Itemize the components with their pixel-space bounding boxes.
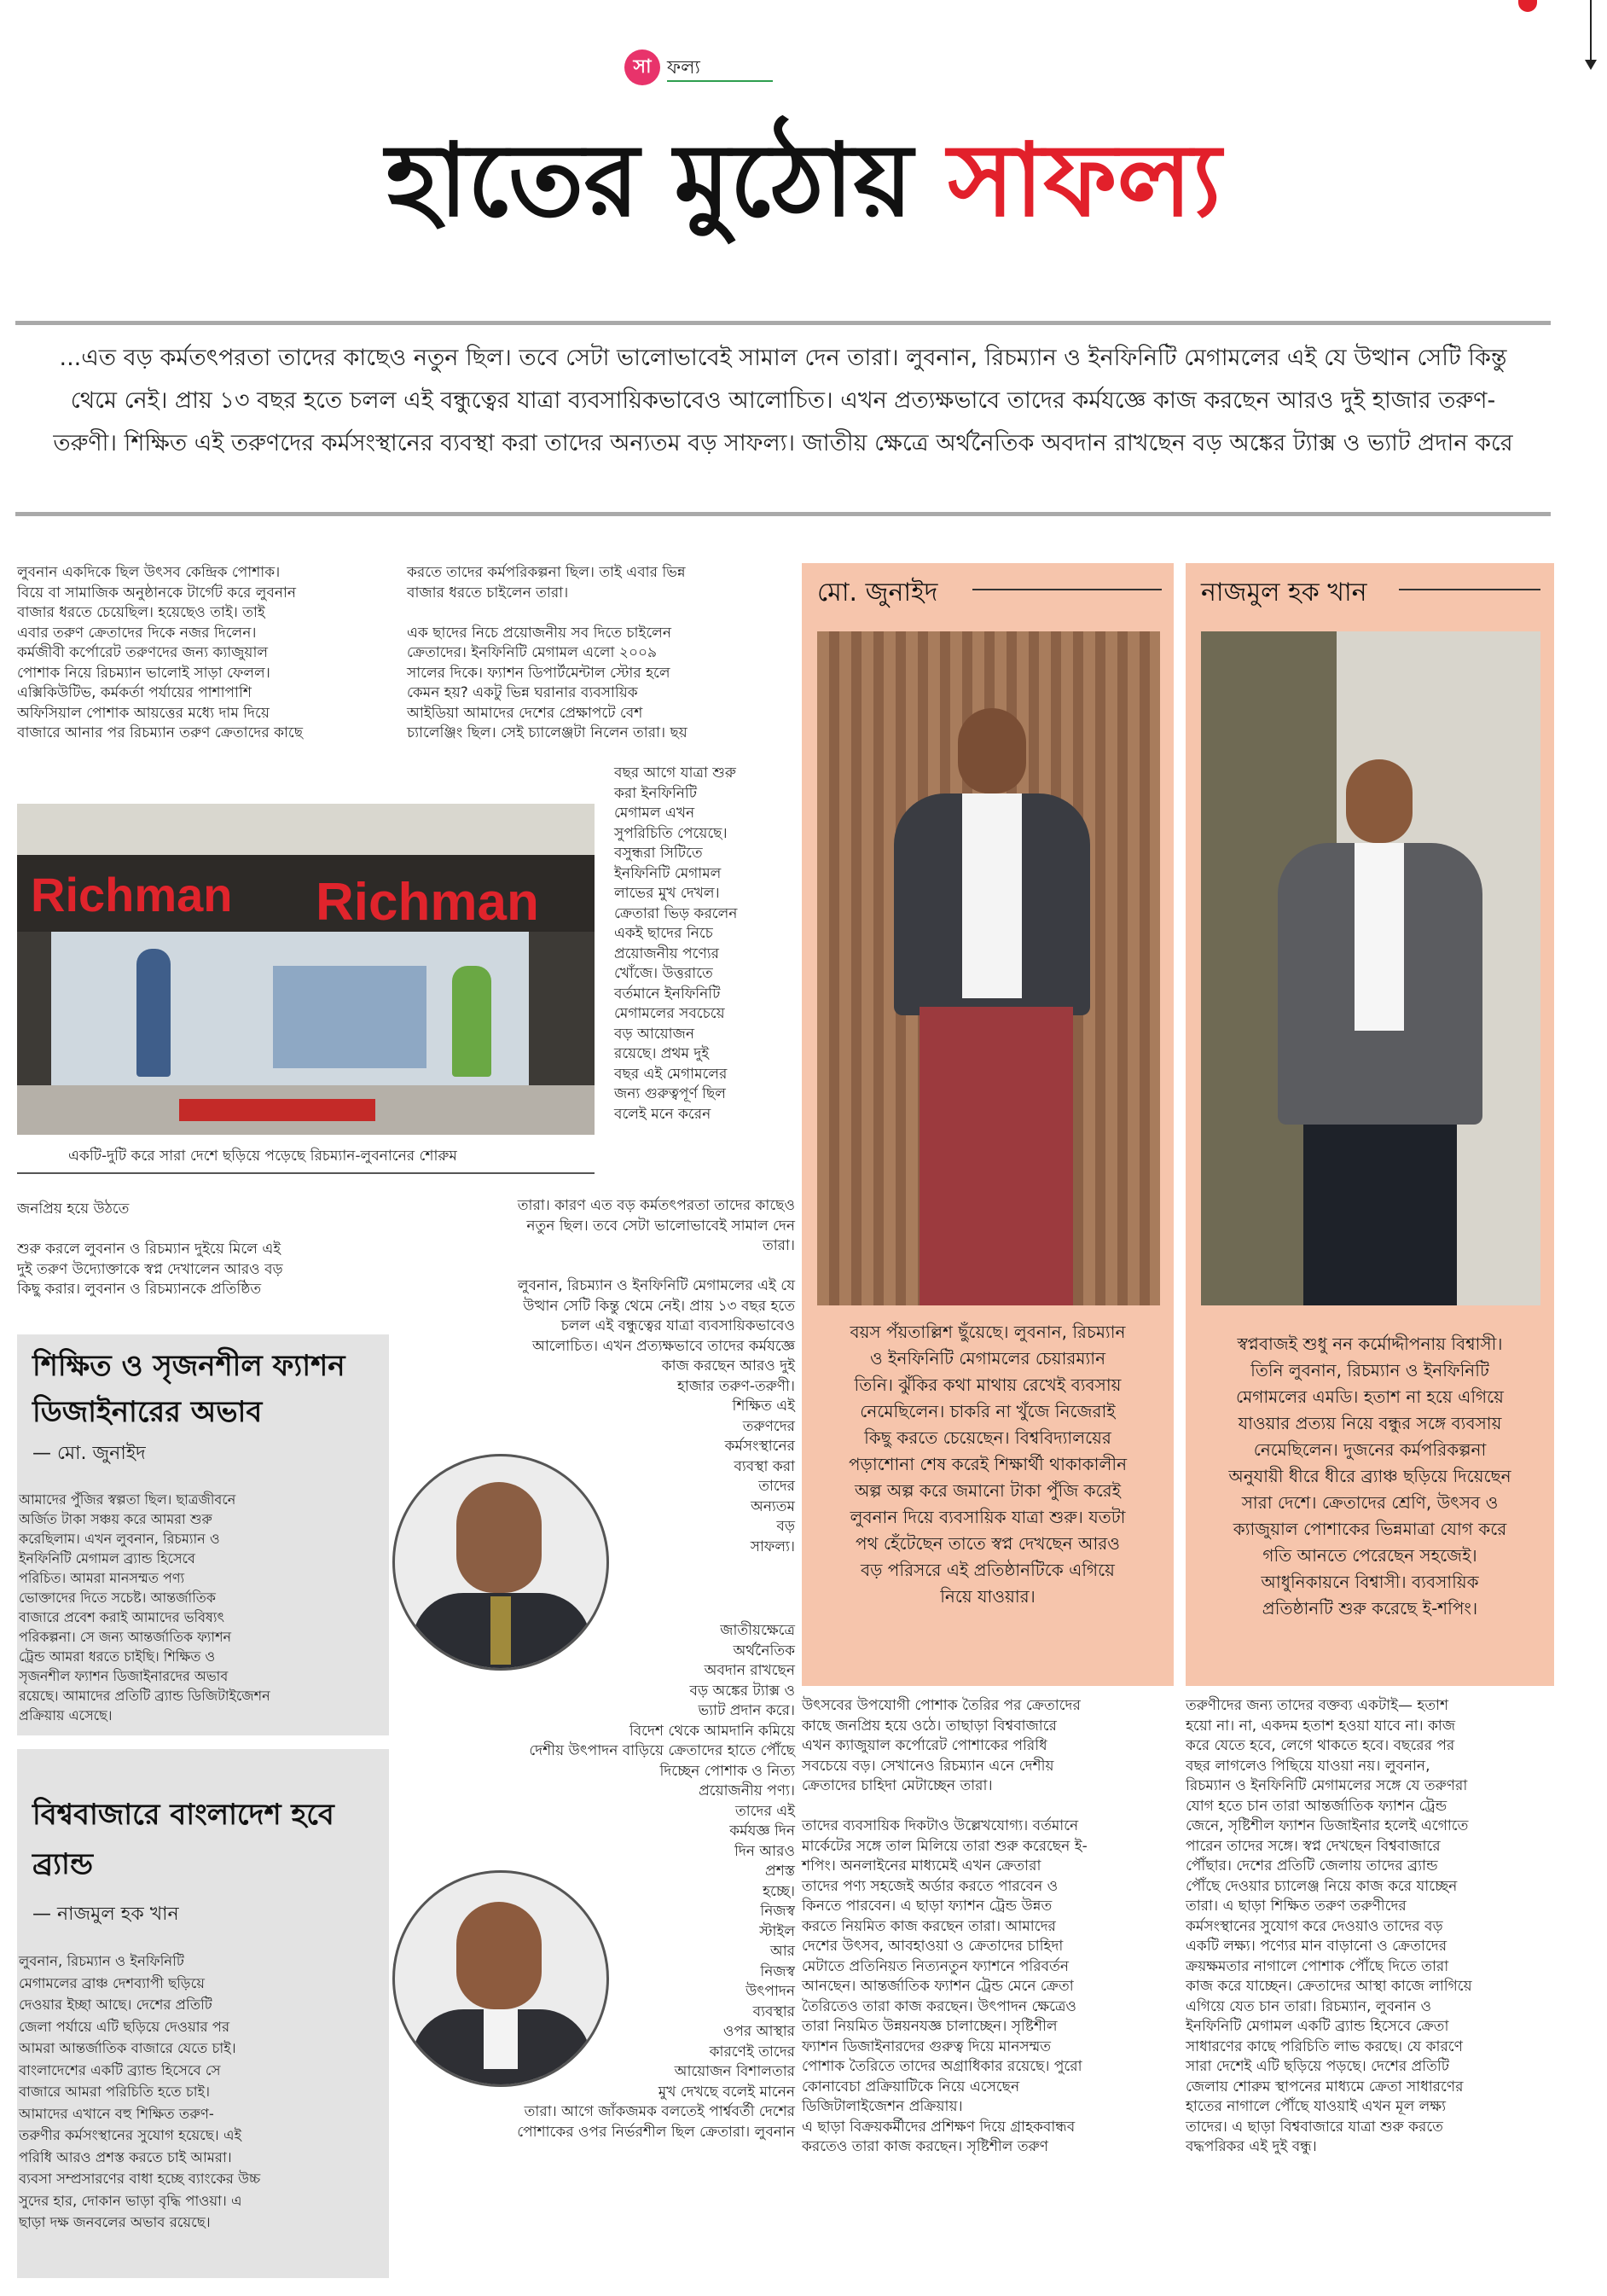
store-sign-left: Richman (31, 868, 233, 921)
portrait-1-tie (490, 1596, 511, 1665)
section-badge: সা (624, 49, 660, 85)
section-underline (667, 80, 773, 82)
profile-1-caption: বয়স পঁয়তাল্লিশ ছুঁয়েছে। লুবনান, রিচম্যান ও ইনফিনিটি মেগামলের চেয়ারম্যান তিনি। ঝুঁকির কথা মাথায় রেখেই ব্যবসায় নেমেছিলেন। চাকরি না খুঁজে নিজেরাই কিছু করতে চেয়েছেন। বিশ্ববিদ্যালয়ের পড়াশোনা শেষ করেই শিক্ষার্থী থাকাকালীন অল্প অল্প করে জমানো টাকা পুঁজি করেই লুবনান দিয়ে ব্যবসায়িক যাত্রা শুরু। যতটা পথ হেঁটেছেন তাতে স্বপ্ন দেখছেন আরও বড় পরিসরে এই প্রতিষ্ঠানটিকে এগিয়ে নিয়ে যাওয়ার। (848, 1322, 1128, 1607)
headline-part2: সাফল্য (948, 120, 1221, 239)
profile-2-photo (1201, 631, 1540, 1305)
col1-mid-text: জনপ্রিয় হয়ে উঠতে শুরু করলে লুবনান ও রিচম্যান দুইয়ে মিলে এই দুই তরুণ উদ্যোক্তাকে স্বপ্ন দেখালেন আরও বড় কিছু করার। লুবনান ও রিচম্যানকে প্রতিষ্ঠিত (17, 1200, 283, 1298)
col3-bottom-text: উৎসবের উপযোগী পোশাক তৈরির পর ক্রেতাদের কাছে জনপ্রিয় হয়ে ওঠে। তাছাড়া বিশ্ববাজারে এখন ক্যাজুয়াল কর্পোরেট পোশাকের পরিধি সবচেয়ে বড়। সেখানেও রিচম্যান এনে দেশীয় ক্রেতাদের চাহিদা মেটাচ্ছেন তারা। তাদের ব্যবসায়িক দিকটাও উল্লেখযোগ্য। বর্তমানে মার্কেটের সঙ্গে তাল মিলিয়ে তারা শুরু করেছেন ই- শপিং। অনলাইনের মাধ্যমেই এখন ক্রেতারা তাদের পণ্য সহজেই অর্ডার করতে পারবেন ও কিনতে পারবেন। এ ছাড়া ফ্যাশন ট্রেন্ড উন্নত করতে নিয়মিত কাজ করছেন তারা। আমাদের দেশের উৎসব, আবহাওয়া ও ক্রেতাদের চাহিদা মেটাতে প্রতিনিয়ত নিত্যনতুন ফ্যাশনে পরিবর্তন আনছেন। আন্তর্জাতিক ফ্যাশন ট্রেন্ড মেনে ক্রেতা তৈরিতেও তারা কাজ করছেন। উৎপাদন ক্ষেত্রেও তারা নিয়মিত উন্নয়নযজ্ঞ চালাচ্ছেন। সৃষ্টিশীল ফ্যাশন ডিজাইনারদের গুরুত্ব দিয়ে মানসম্মত পোশাক তৈরিতে তাদের অগ্রাধিকার রয়েছে। পুরো কোনাবেচা প্রক্রিয়াটিকে নিয়ে এসেছেন ডিজিটালাইজেশন প্রক্রিয়ায়। এ ছাড়া বিক্রয়কর্মীদের প্রশিক্ষণ দিয়ে গ্রাহকবান্ধব করতেও তারা কাজ করছেন। সৃষ্টিশীল তরুণ (802, 1697, 1088, 2155)
col2-narrow-text: বছর আগে যাত্রা শুরু করা ইনফিনিটি মেগামল এখন সুপরিচিতি পেয়েছে। বসুন্ধরা সিটিতে ইনফিনিটি মেগামল লাভের মুখ দেখল। ক্রেতারা ভিড় করলেন একই ছাদের নিচে প্রয়োজনীয় পণ্যের খোঁজে। উত্তরাতে বর্তমানে ইনফিনিটি মেগামলের সবচেয়ে বড় আয়োজন রয়েছে। প্রথম দুই বছর এই মেগামলের জন্য গুরুত্বপূর্ণ ছিল বলেই মনে করেন (614, 764, 738, 1123)
headline-part1: হাতের মুঠোয় (386, 120, 914, 239)
top-right-marker (1518, 0, 1537, 12)
intro-text: ...এত বড় কর্মতৎপরতা তাদের কাছেও নতুন ছিল। তবে সেটা ভালোভাবেই সামাল দেন তারা। লুবনান, রিচম্যান ও ইনফিনিটি মেগামলের এই যে উত্থান সেটি কিন্তু থেমে নেই। প্রায় ১৩ বছর হতে চলল এই বন্ধুত্বের যাত্রা ব্যবসায়িকভাবেও আলোচিত। এখন প্রত্যক্ষভাবে তাদের কর্মযজ্ঞে কাজ করছেন আরও দুই হাজার তরুণ-তরুণী। শিক্ষিত এই তরুণদের কর্মসংস্থানের ব্যবস্থা করা তাদের অন্যতম বড় সাফল্য। জাতীয় ক্ষেত্রে অর্থনৈতিক অবদান রাখছেন বড় অঙ্কের ট্যাক্স ও ভ্যাট প্রদান করে (53, 345, 1513, 456)
profile-1-name: মো. জুনাইদ (817, 572, 948, 615)
profile-2-shirt (1355, 843, 1404, 1031)
scroll-arrow-icon (1590, 0, 1592, 67)
profile-2-head (1346, 759, 1413, 843)
profile-1-shirt (962, 793, 1022, 998)
portrait-circle-2 (392, 1870, 609, 2087)
store-photo (17, 804, 595, 1135)
col4-bottom-text: তরুণীদের জন্য তাদের বক্তব্য একটাই— হতাশ হয়ো না। না, একদম হতাশ হওয়া যাবে না। কাজ করে যেতে হবে, লেগে থাকতে হবে। বছরের পর বছর লাগলেও পিছিয়ে যাওয়া নয়। লুবনান, রিচম্যান ও ইনফিনিটি মেগামলের সঙ্গে যে তরুণরা যোগ হতে চান তারা আন্তর্জাতিক ফ্যাশন ট্রেন্ড জেনে, সৃষ্টিশীল ফ্যাশন ডিজাইনার হলেই এগোতে পারেন তাদের সঙ্গে। স্বপ্ন দেখছেন বিশ্ববাজারে পৌঁছার। দেশের প্রতিটি জেলায় তাদের ব্র্যান্ড পৌঁছে দেওয়ার চ্যালেঞ্জ নিয়ে কাজ করে যাচ্ছেন তারা। এ ছাড়া শিক্ষিত তরুণ তরুণীদের কর্মসংস্থানের সুযোগ করে দেওয়াও তাদের বড় একটি লক্ষ্য। পণ্যের মান বাড়ানো ও ক্রেতাদের ক্রয়ক্ষমতার নাগালে পোশাক পৌঁছে দিতে তারা কাজ করে যাচ্ছেন। ক্রেতাদের আস্থা কাজে লাগিয়ে এগিয়ে যেত চান তারা। রিচম্যান, লুবনান ও ইনফিনিটি মেগামল একটি ব্র্যান্ড হিসেবে ক্রেতা সাধারণের কাছে পরিচিতি লাভ করছে। যে কারণে সারা দেশেই এটি ছড়িয়ে পড়ছে। দেশের প্রতিটি জেলায় শোরুম স্থাপনের মাধ্যমে ক্রেতা সাধারণের হাতের নাগালে পৌঁছে যাওয়াই এখন মূল লক্ষ্য তাদের। এ ছাড়া বিশ্ববাজারে যাত্রা শুরু করতে বদ্ধপরিকর এই দুই বন্ধু। (1186, 1697, 1472, 2155)
col2-mid-text: তারা। কারণ এত বড় কর্মতৎপরতা তাদের কাছেও নতুন ছিল। তবে সেটা ভালোভাবেই সামাল দেন তারা। লুবনান, রিচম্যান ও ইনফিনিটি মেগামলের এই যে উত্থান সেটি কিন্তু থেমে নেই। প্রায় ১৩ বছর হতে চলল এই বন্ধুত্বের যাত্রা ব্যবসায়িকভাবেও আলোচিত। এখন প্রত্যক্ষভাবে তাদের কর্মযজ্ঞে কাজ করছেন আরও দুই হাজার তরুণ-তরুণী। শিক্ষিত এই তরুণদের কর্মসংস্থানের ব্যবস্থা করা তাদের অন্যতম বড় সাফল্য। (517, 1197, 795, 1555)
store-ceiling (17, 804, 595, 855)
quote-box-2-body: লুবনান, রিচম্যান ও ইনফিনিটি মেগামলের ব্রাঞ্চ দেশব্যাপী ছড়িয়ে দেওয়ার ইচ্ছা আছে। দেশের প্রতিটি জেলা পর্যায়ে এটি ছড়িয়ে দেওয়ার পর আমরা আন্তর্জাতিক বাজারে যেতে চাই। বাংলাদেশের একটি ব্র্যান্ড হিসেবে সে বাজারে আমরা পরিচিতি হতে চাই। আমাদের এখানে বহু শিক্ষিত তরুণ- তরুণীর কর্মসংস্থানের সুযোগ হয়েছে। এই পরিধি আরও প্রশস্ত করতে চাই আমরা। ব্যবসা সম্প্রসারণের বাধা হচ্ছে ব্যাংকের উচ্চ সুদের হার, দোকান ভাড়া বৃদ্ধি পাওয়া। এ ছাড়া দক্ষ জনবলের অভাব রয়েছে। (19, 1953, 261, 2230)
quote-box-1-title: শিক্ষিত ও সৃজনশীল ফ্যাশন ডিজাইনারের অভাব (32, 1349, 345, 1429)
store-mannequin-1 (136, 949, 171, 1077)
store-caption-rule (17, 1172, 595, 1174)
headline (0, 116, 1607, 244)
profile-2-name: নাজমুল হক খান (1201, 572, 1378, 615)
intro-top-rule (15, 321, 1551, 325)
portrait-2-shirt (484, 2009, 518, 2069)
col2-top-text: করতে তাদের কর্মপরিকল্পনা ছিল। তাই এবার ভিন্ন বাজার ধরতে চাইলেন তারা। এক ছাদের নিচে প্রয়োজনীয় সব দিতে চাইলেন ক্রেতাদের। ইনফিনিটি মেগামল এলো ২০০৯ সালের দিকে। ফ্যাশন ডিপার্টমেন্টাল স্টোর হলে কেমন হয়? একটু ভিন্ন ঘরানার ব্যবসায়িক আইডিয়া আমাদের দেশের প্রেক্ষাপটে বেশ চ্যালেঞ্জিং ছিল। সেই চ্যালেঞ্জটা নিলেন তারা। ছয় (407, 564, 687, 741)
quote-box-1-author: — মো. জুনাইদ (32, 1443, 146, 1464)
col2-lower-text: জাতীয়ক্ষেত্রে অর্থনৈতিক অবদান রাখছেন বড় অঙ্কের ট্যাক্স ও ভ্যাট প্রদান করে। বিদেশ থেকে আমদানি কমিয়ে দেশীয় উৎপাদন বাড়িয়ে ক্রেতাদের হাতে পৌঁছে দিচ্ছেন পোশাক ও নিত্য প্রয়োজনীয় পণ্য। তাদের এই কর্মযজ্ঞ দিন দিন আরও প্রশস্ত হচ্ছে। নিজস্ব স্টাইল আর নিজস্ব উৎপাদন ব্যবস্থার ওপর আস্থার কারণেই তাদের আয়োজন বিশালতার মুখ দেখছে বলেই মানেন তারা। আগে জাঁকজমক বলতেই পার্শ্ববর্তী দেশের পোশাকের ওপর নির্ভরশীল ছিল ক্রেতারা। লুবনান (517, 1622, 795, 2141)
profile-1-head (958, 708, 1026, 793)
portrait-circle-1 (392, 1454, 609, 1671)
store-caption: একটি-দুটি করে সারা দেশে ছড়িয়ে পড়েছে রিচম্যান-লুবনানের শোরুম (68, 1148, 457, 1165)
store-mannequin-2 (452, 966, 491, 1077)
store-sign-right: Richman (316, 873, 539, 932)
profile-1-photo (817, 631, 1160, 1305)
section-label: ফল্য (667, 57, 700, 78)
store-shelves (273, 966, 426, 1068)
portrait-2-face (456, 1902, 542, 2009)
store-red-carpet (179, 1099, 375, 1121)
profile-2-caption: স্বপ্নবাজই শুধু নন কর্মোদ্দীপনায় বিশ্বাসী। তিনি লুবনান, রিচম্যান ও ইনফিনিটি মেগামলের এমডি। হতাশ না হয়ে এগিয়ে যাওয়ার প্রত্যয় নিয়ে বন্ধুর সঙ্গে ব্যবসায় নেমেছিলেন। দুজনের কর্মপরিকল্পনা অনুযায়ী ধীরে ধীরে ব্র্যাঞ্চ ছড়িয়ে দিয়েছেন সারা দেশে। ক্রেতাদের শ্রেণি, উৎসব ও ক্যাজুয়াল পোশাকের ভিন্নমাত্রা যোগ করে গতি আনতে পেরেছেন সহজেই। আধুনিকায়নে বিশ্বাসী। ব্যবসায়িক প্রতিষ্ঠানটি শুরু করেছে ই-শপিং। (1228, 1334, 1511, 1619)
profile-1-trousers (920, 1007, 1073, 1305)
col1-top-text: লুবনান একদিকে ছিল উৎসব কেন্দ্রিক পোশাক। বিয়ে বা সামাজিক অনুষ্ঠানকে টার্গেট করে লুবনান বাজার ধরতে চেয়েছিল। হয়েছেও তাই। তাই এবার তরুণ ক্রেতাদের দিকে নজর দিলেন। কর্মজীবী কর্পোরেট তরুণদের জন্য ক্যাজুয়াল পোশাক নিয়ে রিচম্যান ভালোই সাড়া ফেলল। এক্সিকিউটিভ, কর্মকর্তা পর্যায়ের পাশাপাশি অফিসিয়াল পোশাক আয়ত্তের মধ্যে দাম দিয়ে বাজারে আনার পর রিচম্যান তরুণ ক্রেতাদের কাছে (17, 564, 304, 741)
quote-box-2-author: — নাজমুল হক খান (32, 1904, 179, 1925)
quote-box-1-body: আমাদের পুঁজির স্বল্পতা ছিল। ছাত্রজীবনে অর্জিত টাকা সঞ্চয় করে আমরা শুরু করেছিলাম। এখন লুবনান, রিচম্যান ও ইনফিনিটি মেগামল ব্র্যান্ড হিসেবে পরিচিত। আমরা মানসম্মত পণ্য ভোক্তাদের দিতে সচেষ্ট। আন্তর্জাতিক বাজারে প্রবেশ করাই আমাদের ভবিষ্যৎ পরিকল্পনা। সে জন্য আন্তর্জাতিক ফ্যাশন ট্রেন্ড আমরা ধরতে চাইছি। শিক্ষিত ও সৃজনশীল ফ্যাশন ডিজাইনারদের অভাব রয়েছে। আমাদের প্রতিটি ব্র্যান্ড ডিজিটাইজেশন প্রক্রিয়ায় এসেছে। (19, 1491, 270, 1723)
profile-2-trousers (1303, 1125, 1457, 1305)
quote-box-2-title: বিশ্ববাজারে বাংলাদেশ হবে ব্র্যান্ড (32, 1798, 334, 1881)
profile-1-name-rule (972, 589, 1162, 590)
intro-bottom-rule (15, 512, 1551, 516)
profile-2-name-rule (1399, 589, 1540, 590)
scroll-arrow-head (1585, 60, 1597, 70)
portrait-1-face (456, 1482, 542, 1593)
